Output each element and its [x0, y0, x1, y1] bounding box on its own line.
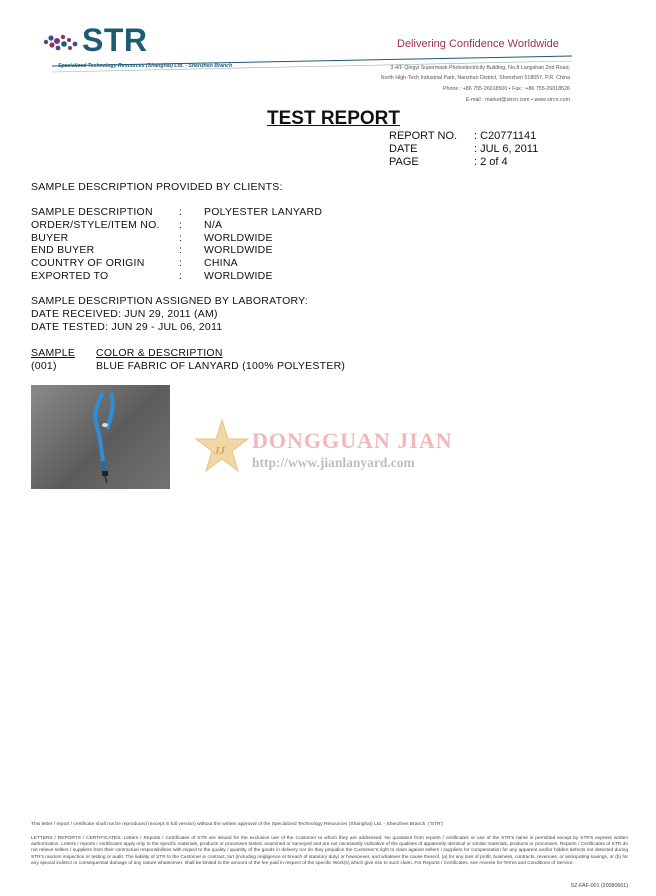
field-row: COUNTRY OF ORIGIN : CHINA	[31, 257, 238, 270]
phone-fax-line: Phone : +86 755-26018500 • Fax : +86 755-26018526	[442, 86, 570, 92]
field-label: BUYER	[31, 231, 69, 244]
date-label: DATE	[389, 143, 418, 155]
field-label: END BUYER	[31, 244, 95, 257]
sample-col-header: SAMPLE	[31, 347, 76, 359]
field-label: SAMPLE DESCRIPTION	[31, 206, 153, 218]
field-value: CHINA	[204, 257, 238, 270]
field-value: POLYESTER LANYARD	[204, 206, 323, 218]
reproduction-notice: This letter / report / certificate shall not be reproduced (except in full version) without the written approval of the Specialized Technology Resources (Shanghai) Ltd. - Shenzhen Branch. ('STR')	[31, 822, 443, 827]
field-row: END BUYER : WORLDWIDE	[31, 244, 273, 257]
client-fields	[31, 206, 322, 283]
lab-section	[31, 295, 308, 333]
lab-section-heading: SAMPLE DESCRIPTION ASSIGNED BY LABORATORY:	[31, 295, 308, 307]
description-col-header: COLOR & DESCRIPTION	[96, 347, 223, 359]
address-line: North High-Tech Industrial Park, Nanshan District, Shenzhen 518057, P.R. China	[380, 75, 570, 81]
watermark-star-text: JJ	[214, 445, 225, 457]
watermark-url: http://www.jianlanyard.com	[252, 455, 415, 470]
client-section-heading: SAMPLE DESCRIPTION PROVIDED BY CLIENTS:	[31, 181, 283, 193]
field-row: ORDER/STYLE/ITEM NO. : N/A	[31, 218, 223, 231]
lanyard-image	[31, 385, 170, 489]
page-label: PAGE	[389, 156, 419, 168]
field-value: WORLDWIDE	[204, 244, 273, 257]
form-number: SZ-FAF-001 (20080601)	[570, 883, 628, 889]
email-web-line: E-mail : market@strcn.com • www.strcn.com	[465, 97, 570, 103]
date-value: : JUL 6, 2011	[474, 143, 539, 155]
report-meta	[389, 130, 538, 169]
date-tested: DATE TESTED: JUN 29 - JUL 06, 2011	[31, 320, 223, 333]
sample-photo	[31, 385, 170, 489]
field-label: EXPORTED TO	[31, 269, 109, 282]
date-received: DATE RECEIVED: JUN 29, 2011 (AM)	[31, 307, 218, 320]
field-label: COUNTRY OF ORIGIN	[31, 257, 145, 270]
report-title: TEST REPORT	[267, 108, 401, 129]
field-row: SAMPLE DESCRIPTION : POLYESTER LANYARD	[31, 206, 323, 218]
sample-description: BLUE FABRIC OF LANYARD (100% POLYESTER)	[96, 360, 346, 372]
field-row: BUYER : WORLDWIDE	[31, 231, 273, 244]
report-no-label: REPORT NO.	[389, 130, 458, 142]
sample-id: (001)	[31, 360, 57, 372]
field-label: ORDER/STYLE/ITEM NO.	[31, 218, 160, 231]
field-value: N/A	[204, 218, 223, 231]
legal-terms: LETTERS / REPORTS / CERTIFICATES: Letters / Reports / Certificates of STR are issued for the exclusive use of the Customer to whom they are addressed. No quotation from reports / certificates or use of the STR's name is permitted except by STR's express written authorization. Letters / reports / certificates apply only to the specific materials, products or processes tested, examined or surveyed and are not necessarily indicative of the qualities of apparently identical or similar materials, products or processes. Reports / Certificates of STR do not relieve sellers / suppliers from their contractual responsibilities with regard to the quality / quantity of the goods in delivery nor do they prejudice the Customer's right to claim against sellers / suppliers for compensation for any apparent and/or hidden defects not detected during STR's random inspection or testing or audit. The liability of STR to the Customer in contract, tort (including negligence or breach of statutory duty) or howsoever, and whatever the cause thereof, (a) for any loss of profit, business, contracts, revenues, or anticipating savings, or (b) for any special indirect or consequential damage of any nature whatsoever, shall be limited to the amount of the fee paid in respect of the specific Work(s) which give rise to such claim. For Reports / Certificates, see reverse for Terms and Conditions of Service.	[31, 836, 628, 866]
tagline: Delivering Confidence Worldwide	[397, 38, 559, 50]
branch-name: Specialized Technology Resources (Shanghai) Ltd. - Shenzhen Branch	[58, 63, 233, 69]
page-value: : 2 of 4	[474, 156, 508, 168]
address-line: 3-4/F Qingyi Supermask Photoelectricity Building, No.8 Langshan 2nd Road,	[390, 65, 570, 71]
field-row: EXPORTED TO : WORLDWIDE	[31, 269, 273, 282]
field-value: WORLDWIDE	[204, 231, 273, 244]
watermark-star-icon	[194, 418, 250, 474]
str-logo-text: STR	[82, 22, 148, 58]
report-no-value: : C20771141	[474, 130, 537, 142]
watermark-name: DONGGUAN JIAN	[252, 428, 453, 453]
field-value: WORLDWIDE	[204, 269, 273, 282]
